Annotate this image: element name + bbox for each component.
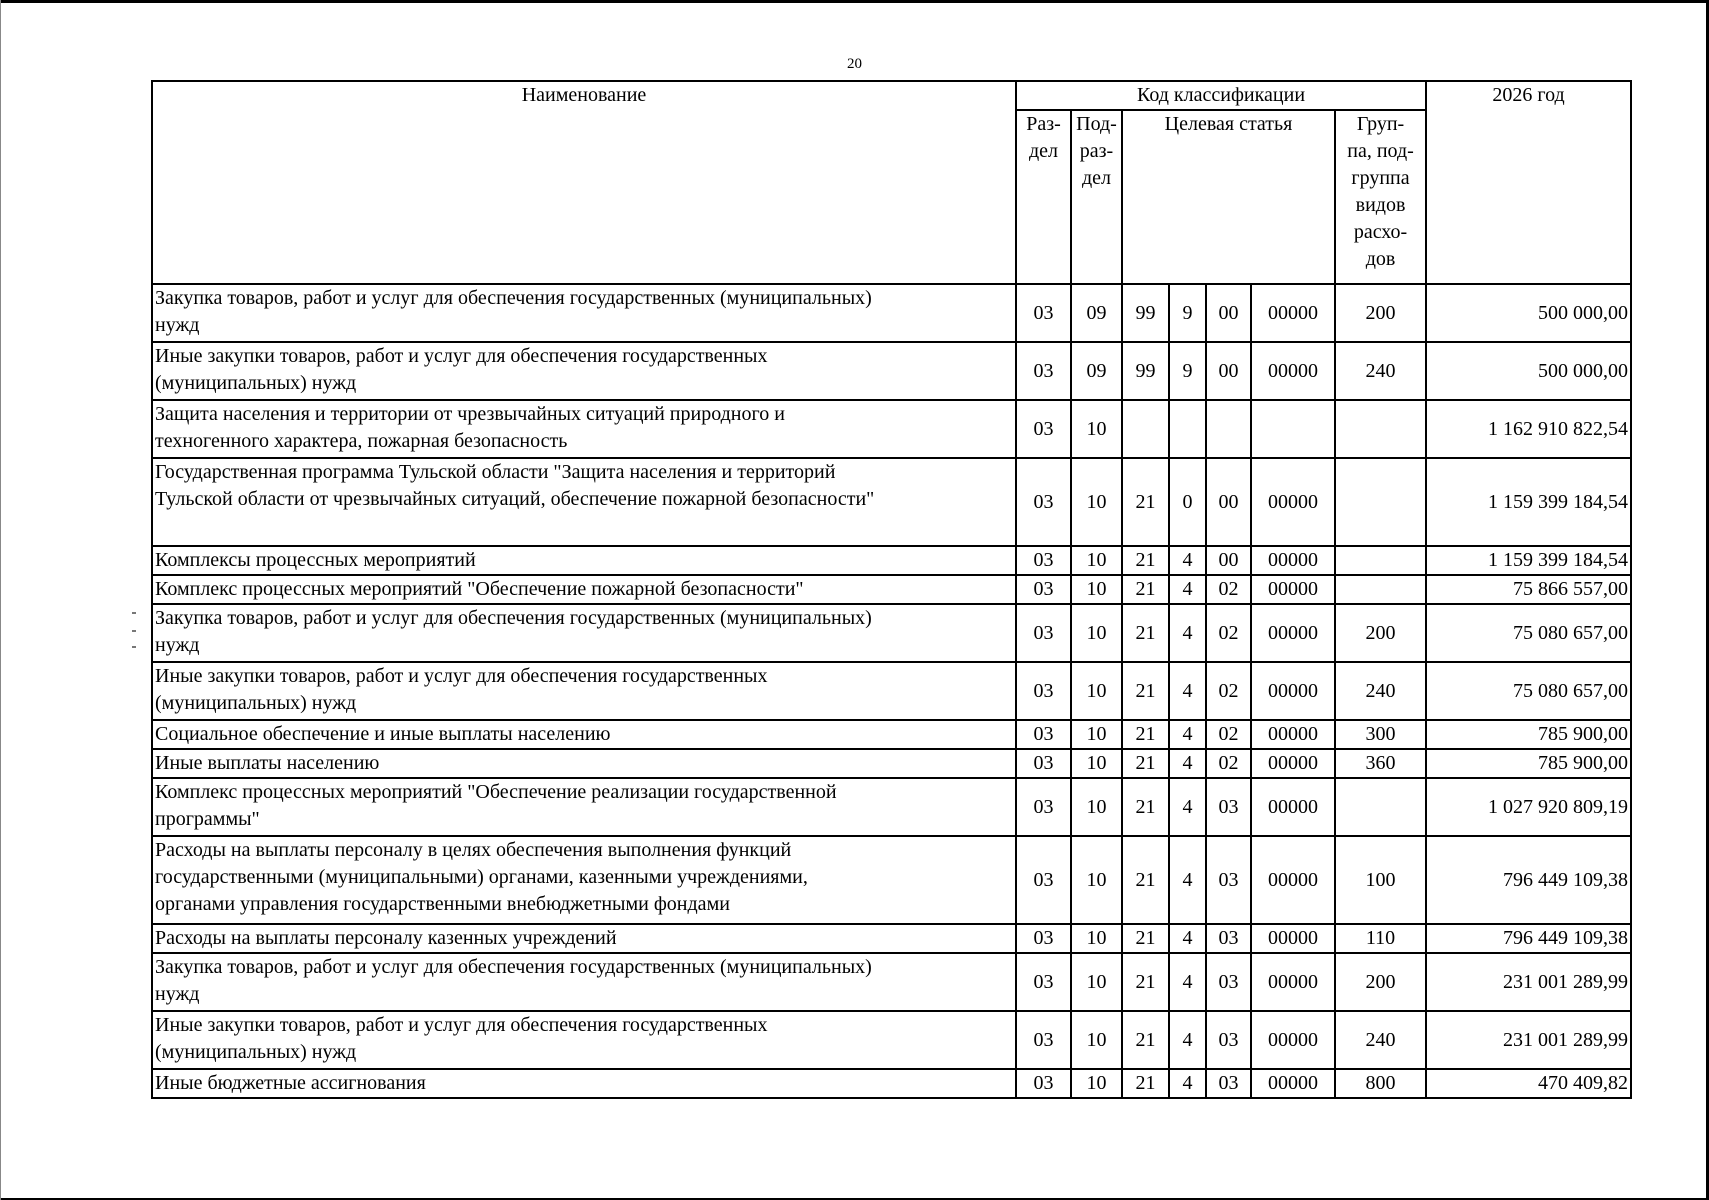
cell-amount-2026: 470 409,82 — [1426, 1069, 1631, 1098]
cell-target-direction: 00000 — [1251, 546, 1335, 575]
table-row — [152, 284, 1631, 342]
cell-amount-2026: 785 900,00 — [1426, 749, 1631, 778]
cell-name-line: государственными (муниципальными) органами, казенными учреждениями, — [155, 866, 808, 888]
table-row — [152, 458, 1631, 546]
page-number: 20 — [847, 56, 862, 72]
cell-target-complex: 03 — [1206, 924, 1251, 953]
cell-section: 03 — [1016, 342, 1071, 400]
cell-target-program: 21 — [1122, 662, 1169, 720]
cell-name-line: (муниципальных) нужд — [155, 372, 357, 394]
cell-target-complex: 02 — [1206, 604, 1251, 662]
cell-target-program: 21 — [1122, 1069, 1169, 1098]
cell-target-program: 21 — [1122, 749, 1169, 778]
cell-name — [152, 575, 1016, 604]
cell-name-line: Тульской области от чрезвычайных ситуаций, обеспечение пожарной безопасности" — [155, 488, 875, 510]
cell-section: 03 — [1016, 604, 1071, 662]
cell-target-type: 4 — [1169, 662, 1206, 720]
cell-target-direction: 00000 — [1251, 1069, 1335, 1098]
cell-name — [152, 924, 1016, 953]
cell-expense-group: 200 — [1335, 284, 1426, 342]
page-frame-left — [0, 0, 1, 1200]
table-row — [152, 836, 1631, 924]
cell-amount-2026: 1 027 920 809,19 — [1426, 778, 1631, 836]
cell-target-direction: 00000 — [1251, 1011, 1335, 1069]
cell-section: 03 — [1016, 1069, 1071, 1098]
header-group-line: видов — [1355, 194, 1406, 216]
header-classification: Код классификации — [1016, 81, 1426, 110]
cell-subsection: 10 — [1071, 749, 1122, 778]
cell-expense-group: 240 — [1335, 342, 1426, 400]
cell-section: 03 — [1016, 749, 1071, 778]
cell-target-type: 4 — [1169, 575, 1206, 604]
header-section-line: Раз- — [1026, 113, 1061, 135]
cell-name-line: Закупка товаров, работ и услуг для обеспечения государственных (муниципальных) — [155, 956, 872, 978]
header-group-line: группа — [1351, 167, 1410, 189]
cell-target-complex: 02 — [1206, 575, 1251, 604]
cell-subsection: 10 — [1071, 400, 1122, 458]
cell-name-line: органами управления государственными внебюджетными фондами — [155, 893, 730, 915]
cell-name — [152, 546, 1016, 575]
cell-target-direction: 00000 — [1251, 342, 1335, 400]
cell-name-line: программы" — [155, 808, 260, 830]
cell-subsection: 10 — [1071, 720, 1122, 749]
cell-name — [152, 1011, 1016, 1069]
table-row — [152, 546, 1631, 575]
cell-amount-2026: 1 159 399 184,54 — [1426, 546, 1631, 575]
header-subsection — [1071, 110, 1122, 284]
cell-subsection: 10 — [1071, 1069, 1122, 1098]
cell-name — [152, 953, 1016, 1011]
cell-target-complex: 03 — [1206, 953, 1251, 1011]
cell-name — [152, 1069, 1016, 1098]
cell-target-complex: 02 — [1206, 662, 1251, 720]
cell-expense-group: 110 — [1335, 924, 1426, 953]
cell-name-line: Закупка товаров, работ и услуг для обеспечения государственных (муниципальных) — [155, 287, 872, 309]
cell-section: 03 — [1016, 924, 1071, 953]
cell-subsection: 10 — [1071, 953, 1122, 1011]
cell-expense-group: 200 — [1335, 604, 1426, 662]
cell-name-line: (муниципальных) нужд — [155, 1041, 357, 1063]
page-frame-top — [0, 0, 1709, 3]
cell-target-direction: 00000 — [1251, 778, 1335, 836]
header-group-line: дов — [1365, 248, 1396, 270]
cell-subsection: 10 — [1071, 778, 1122, 836]
cell-target-type: 4 — [1169, 1011, 1206, 1069]
cell-target-type: 9 — [1169, 284, 1206, 342]
cell-name-line: нужд — [155, 314, 200, 336]
table-row — [152, 778, 1631, 836]
cell-name-line: техногенного характера, пожарная безопасность — [155, 430, 568, 452]
header-subsection-line: Под- — [1076, 113, 1117, 135]
cell-target-program — [1122, 400, 1169, 458]
cell-target-type: 4 — [1169, 1069, 1206, 1098]
cell-target-complex: 00 — [1206, 342, 1251, 400]
table-row — [152, 575, 1631, 604]
cell-target-complex: 00 — [1206, 546, 1251, 575]
table-row — [152, 749, 1631, 778]
cell-target-program: 21 — [1122, 924, 1169, 953]
cell-target-direction: 00000 — [1251, 836, 1335, 924]
margin-mark — [132, 612, 136, 614]
cell-target-program: 21 — [1122, 546, 1169, 575]
cell-name-line: Закупка товаров, работ и услуг для обеспечения государственных (муниципальных) — [155, 607, 872, 629]
cell-target-program: 21 — [1122, 575, 1169, 604]
margin-mark — [132, 646, 136, 648]
cell-expense-group: 200 — [1335, 953, 1426, 1011]
cell-target-direction: 00000 — [1251, 662, 1335, 720]
header-subsection-line: дел — [1081, 167, 1112, 189]
cell-expense-group — [1335, 575, 1426, 604]
cell-target-complex: 02 — [1206, 720, 1251, 749]
cell-name-line: Иные выплаты населению — [155, 752, 380, 774]
cell-target-type: 4 — [1169, 546, 1206, 575]
cell-subsection: 10 — [1071, 546, 1122, 575]
cell-target-type: 4 — [1169, 604, 1206, 662]
header-group-line: Груп- — [1356, 113, 1405, 135]
cell-name — [152, 836, 1016, 924]
cell-subsection: 10 — [1071, 604, 1122, 662]
table-row — [152, 342, 1631, 400]
cell-amount-2026: 785 900,00 — [1426, 720, 1631, 749]
cell-name — [152, 720, 1016, 749]
cell-name-line: Расходы на выплаты персоналу в целях обеспечения выполнения функций — [155, 839, 792, 861]
header-year: 2026 год — [1426, 81, 1631, 284]
cell-target-direction: 00000 — [1251, 953, 1335, 1011]
cell-amount-2026: 1 159 399 184,54 — [1426, 458, 1631, 546]
cell-subsection: 09 — [1071, 284, 1122, 342]
cell-name-line: Комплексы процессных мероприятий — [155, 549, 476, 571]
cell-amount-2026: 1 162 910 822,54 — [1426, 400, 1631, 458]
cell-subsection: 09 — [1071, 342, 1122, 400]
cell-expense-group: 300 — [1335, 720, 1426, 749]
cell-name-line: Иные бюджетные ассигнования — [155, 1072, 426, 1094]
cell-target-program: 21 — [1122, 1011, 1169, 1069]
cell-target-complex: 02 — [1206, 749, 1251, 778]
cell-name-line: Иные закупки товаров, работ и услуг для обеспечения государственных — [155, 345, 768, 367]
cell-subsection: 10 — [1071, 575, 1122, 604]
cell-name — [152, 778, 1016, 836]
cell-target-complex — [1206, 400, 1251, 458]
cell-section: 03 — [1016, 720, 1071, 749]
cell-name-line: Иные закупки товаров, работ и услуг для обеспечения государственных — [155, 665, 768, 687]
table-row — [152, 400, 1631, 458]
cell-target-complex: 03 — [1206, 1069, 1251, 1098]
cell-amount-2026: 231 001 289,99 — [1426, 1011, 1631, 1069]
cell-amount-2026: 75 080 657,00 — [1426, 662, 1631, 720]
cell-section: 03 — [1016, 662, 1071, 720]
header-group — [1335, 110, 1426, 284]
cell-target-complex: 03 — [1206, 836, 1251, 924]
cell-name — [152, 284, 1016, 342]
cell-expense-group: 360 — [1335, 749, 1426, 778]
cell-target-complex: 03 — [1206, 1011, 1251, 1069]
cell-amount-2026: 231 001 289,99 — [1426, 953, 1631, 1011]
cell-target-direction: 00000 — [1251, 604, 1335, 662]
cell-expense-group: 100 — [1335, 836, 1426, 924]
cell-target-program: 99 — [1122, 284, 1169, 342]
cell-name-line: Комплекс процессных мероприятий "Обеспечение реализации государственной — [155, 781, 837, 803]
cell-name-line: Расходы на выплаты персоналу казенных учреждений — [155, 927, 617, 949]
table-row — [152, 1011, 1631, 1069]
cell-section: 03 — [1016, 400, 1071, 458]
cell-amount-2026: 796 449 109,38 — [1426, 924, 1631, 953]
header-subsection-line: раз- — [1079, 140, 1114, 162]
table-row — [152, 924, 1631, 953]
cell-target-direction: 00000 — [1251, 720, 1335, 749]
cell-name — [152, 400, 1016, 458]
cell-expense-group — [1335, 458, 1426, 546]
cell-subsection: 10 — [1071, 1011, 1122, 1069]
cell-target-direction: 00000 — [1251, 924, 1335, 953]
cell-name — [152, 662, 1016, 720]
cell-target-complex: 03 — [1206, 778, 1251, 836]
cell-amount-2026: 500 000,00 — [1426, 284, 1631, 342]
cell-name-line: Государственная программа Тульской области "Защита населения и территорий — [155, 461, 836, 483]
cell-expense-group: 800 — [1335, 1069, 1426, 1098]
cell-section: 03 — [1016, 284, 1071, 342]
cell-target-type: 4 — [1169, 953, 1206, 1011]
cell-section: 03 — [1016, 1011, 1071, 1069]
cell-name-line: Комплекс процессных мероприятий "Обеспечение пожарной безопасности" — [155, 578, 804, 600]
cell-subsection: 10 — [1071, 458, 1122, 546]
cell-name-line: (муниципальных) нужд — [155, 692, 357, 714]
cell-target-program: 21 — [1122, 836, 1169, 924]
cell-expense-group — [1335, 400, 1426, 458]
cell-target-direction: 00000 — [1251, 284, 1335, 342]
cell-name-line: Защита населения и территории от чрезвычайных ситуаций природного и — [155, 403, 785, 425]
cell-target-direction — [1251, 400, 1335, 458]
cell-expense-group: 240 — [1335, 1011, 1426, 1069]
cell-name-line: нужд — [155, 983, 200, 1005]
cell-target-direction: 00000 — [1251, 575, 1335, 604]
cell-target-program: 21 — [1122, 720, 1169, 749]
header-target-article: Целевая статья — [1122, 110, 1335, 284]
cell-name-line: нужд — [155, 634, 200, 656]
cell-name — [152, 342, 1016, 400]
cell-target-type: 0 — [1169, 458, 1206, 546]
cell-target-direction: 00000 — [1251, 749, 1335, 778]
cell-target-program: 21 — [1122, 458, 1169, 546]
cell-target-complex: 00 — [1206, 458, 1251, 546]
header-group-line: расхо- — [1353, 221, 1408, 243]
cell-subsection: 10 — [1071, 662, 1122, 720]
cell-expense-group: 240 — [1335, 662, 1426, 720]
table-row — [152, 604, 1631, 662]
cell-amount-2026: 75 866 557,00 — [1426, 575, 1631, 604]
cell-target-type — [1169, 400, 1206, 458]
cell-section: 03 — [1016, 546, 1071, 575]
table-row — [152, 720, 1631, 749]
cell-section: 03 — [1016, 458, 1071, 546]
cell-target-type: 4 — [1169, 749, 1206, 778]
header-section-line: дел — [1028, 140, 1059, 162]
cell-name-line: Социальное обеспечение и иные выплаты населению — [155, 723, 611, 745]
table-body — [152, 284, 1631, 1098]
cell-target-complex: 00 — [1206, 284, 1251, 342]
cell-target-type: 4 — [1169, 836, 1206, 924]
margin-mark — [132, 630, 136, 632]
cell-amount-2026: 796 449 109,38 — [1426, 836, 1631, 924]
cell-subsection: 10 — [1071, 836, 1122, 924]
cell-target-type: 9 — [1169, 342, 1206, 400]
header-row-1 — [152, 81, 1631, 110]
cell-amount-2026: 75 080 657,00 — [1426, 604, 1631, 662]
table-header — [152, 81, 1631, 284]
cell-target-program: 21 — [1122, 604, 1169, 662]
cell-name-line: Иные закупки товаров, работ и услуг для обеспечения государственных — [155, 1014, 768, 1036]
cell-target-type: 4 — [1169, 720, 1206, 749]
cell-target-program: 21 — [1122, 953, 1169, 1011]
header-group-line: па, под- — [1347, 140, 1414, 162]
cell-target-direction: 00000 — [1251, 458, 1335, 546]
cell-name — [152, 458, 1016, 546]
cell-name — [152, 749, 1016, 778]
table-row — [152, 953, 1631, 1011]
cell-expense-group — [1335, 778, 1426, 836]
cell-name — [152, 604, 1016, 662]
cell-target-program: 21 — [1122, 778, 1169, 836]
budget-table — [151, 80, 1632, 1099]
cell-target-program: 99 — [1122, 342, 1169, 400]
cell-target-type: 4 — [1169, 778, 1206, 836]
cell-subsection: 10 — [1071, 924, 1122, 953]
table-row — [152, 662, 1631, 720]
cell-section: 03 — [1016, 836, 1071, 924]
header-name: Наименование — [152, 81, 1016, 284]
cell-section: 03 — [1016, 953, 1071, 1011]
cell-section: 03 — [1016, 778, 1071, 836]
cell-amount-2026: 500 000,00 — [1426, 342, 1631, 400]
cell-target-type: 4 — [1169, 924, 1206, 953]
cell-expense-group — [1335, 546, 1426, 575]
table-row — [152, 1069, 1631, 1098]
header-section — [1016, 110, 1071, 284]
cell-section: 03 — [1016, 575, 1071, 604]
